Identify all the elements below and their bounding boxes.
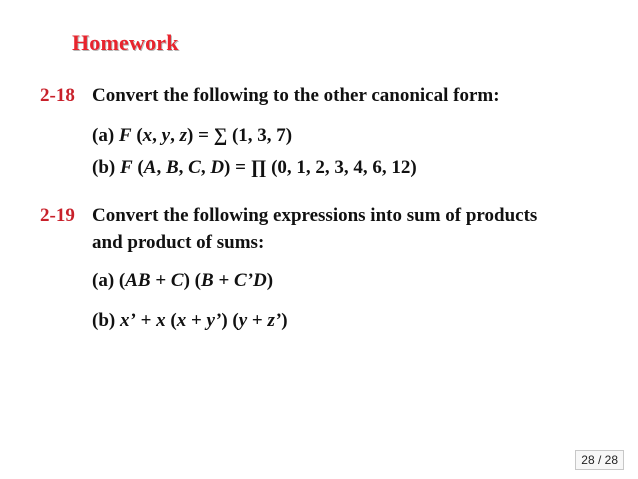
math-text: ( (118, 270, 126, 291)
math-variable: x (142, 125, 153, 146)
math-text: , (178, 157, 189, 178)
math-variable: x (176, 310, 187, 331)
math-text: + (213, 270, 235, 291)
problem-statement-continued: and product of sums: (92, 232, 265, 253)
math-text: ( (132, 157, 144, 178)
problem-number: 2-19 (40, 205, 75, 226)
math-text: , (156, 157, 166, 178)
slide-title: Homework (72, 30, 179, 55)
math-variable: x’ (119, 310, 136, 331)
math-variable: y’ (206, 310, 222, 331)
math-variable: F (119, 157, 133, 178)
math-variable: y (161, 125, 171, 146)
math-variable: y (238, 310, 248, 331)
math-text: ) ( (221, 310, 239, 331)
math-text: ) (266, 270, 274, 291)
math-variable: B (201, 270, 214, 291)
math-text: ) = ∏ (0, 1, 2, 3, 4, 6, 12) (224, 157, 417, 178)
math-text: , (170, 125, 180, 146)
problem-statement: Convert the following to the other canonical form: (92, 85, 500, 106)
math-text: , (200, 157, 211, 178)
math-text: ) = ∑ (1, 3, 7) (187, 125, 293, 146)
math-variable: C (188, 157, 201, 178)
math-variable: F (118, 125, 132, 146)
math-text: + (186, 310, 207, 331)
part-label: (b) (92, 157, 116, 178)
part-expression (120, 310, 288, 331)
math-variable: z’ (267, 310, 282, 331)
math-variable: A (143, 157, 157, 178)
math-variable: x (156, 310, 166, 331)
part-label: (a) (92, 125, 115, 146)
math-variable: D (210, 157, 225, 178)
part-expression (119, 270, 273, 291)
math-variable: C (170, 270, 184, 291)
part-label: (b) (92, 310, 116, 331)
math-variable: C’D (234, 270, 267, 291)
math-text: ) ( (183, 270, 202, 291)
problem-part (92, 125, 292, 147)
math-text: + (150, 270, 171, 291)
math-text: ( (131, 125, 143, 146)
part-expression (120, 157, 417, 178)
part-label: (a) (92, 270, 115, 291)
problem-part (92, 157, 417, 179)
problem-part (92, 310, 288, 332)
math-variable: z (179, 125, 188, 146)
math-text: + (135, 310, 157, 331)
problem-number: 2-18 (40, 85, 75, 106)
page-indicator: 28 / 28 (575, 450, 624, 470)
part-expression (119, 125, 292, 146)
math-variable: AB (125, 270, 151, 291)
problem-statement: Convert the following expressions into sum of products (92, 205, 538, 226)
math-text: ) (281, 310, 288, 331)
math-variable: B (165, 157, 179, 178)
math-text: , (152, 125, 162, 146)
problem-part (92, 270, 273, 292)
math-text: + (247, 310, 268, 331)
math-text: ( (165, 310, 177, 331)
